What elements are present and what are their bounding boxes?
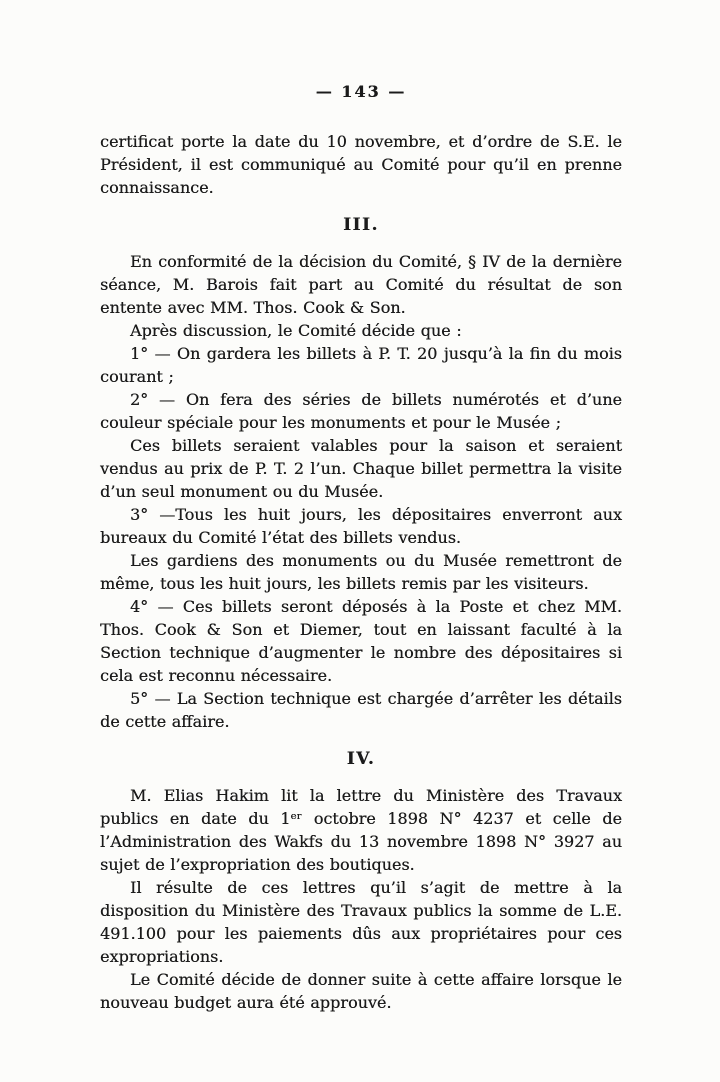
paragraph: Après discussion, le Comité décide que : bbox=[130, 321, 462, 340]
paragraph: 4° — Ces billets seront déposés à la Poste et chez MM. Thos. Cook & Son et Diemer, tout en laissant faculté à la Section technique d’augmenter le nombre des dépositaires si cela est reconnu nécessaire. bbox=[100, 597, 622, 685]
paragraph: 1° — On gardera les billets à P. T. 20 jusqu’à la fin du mois courant ; bbox=[100, 344, 622, 386]
paragraph-continuation: certificat porte la date du 10 novembre, et d’ordre de S.E. le Président, il est communiqué au Comité pour qu’il en prenne connaissance. bbox=[100, 132, 622, 197]
paragraph: 2° — On fera des séries de billets numérotés et d’une couleur spéciale pour les monuments et pour le Musée ; bbox=[100, 390, 622, 432]
paragraph: Ces billets seraient valables pour la saison et seraient vendus au prix de P. T. 2 l’un. Chaque billet permettra la visite d’un seul monument ou du Musée. bbox=[100, 436, 622, 501]
paragraph: M. Elias Hakim lit la lettre du Ministère des Travaux publics en date du 1ᵉʳ octobre 1898 N° 4237 et celle de l’Administration des Wakfs du 13 novembre 1898 N° 3927 au sujet de l’expropriation des boutiques. bbox=[100, 786, 622, 874]
paragraph: En conformité de la décision du Comité, § IV de la dernière séance, M. Barois fait part au Comité du résultat de son entente avec MM. Thos. Cook & Son. bbox=[100, 252, 622, 317]
paragraph: 5° — La Section technique est chargée d’arrêter les détails de cette affaire. bbox=[100, 689, 622, 731]
paragraph: Il résulte de ces lettres qu’il s’agit de mettre à la disposition du Ministère des Travaux publics la somme de L.E. 491.100 pour les paiements dûs aux propriétaires pour ces expropriations. bbox=[100, 878, 622, 966]
section-heading-iii: III. bbox=[343, 215, 379, 235]
paragraph: 3° —Tous les huit jours, les dépositaires enverront aux bureaux du Comité l’état des billets vendus. bbox=[100, 505, 622, 547]
paragraph: Les gardiens des monuments ou du Musée remettront de même, tous les huit jours, les billets remis par les visiteurs. bbox=[100, 551, 622, 593]
section-heading-iv: IV. bbox=[346, 749, 376, 769]
paragraph: Le Comité décide de donner suite à cette affaire lorsque le nouveau budget aura été approuvé. bbox=[100, 970, 622, 1012]
page-number: — 143 — bbox=[315, 82, 407, 101]
